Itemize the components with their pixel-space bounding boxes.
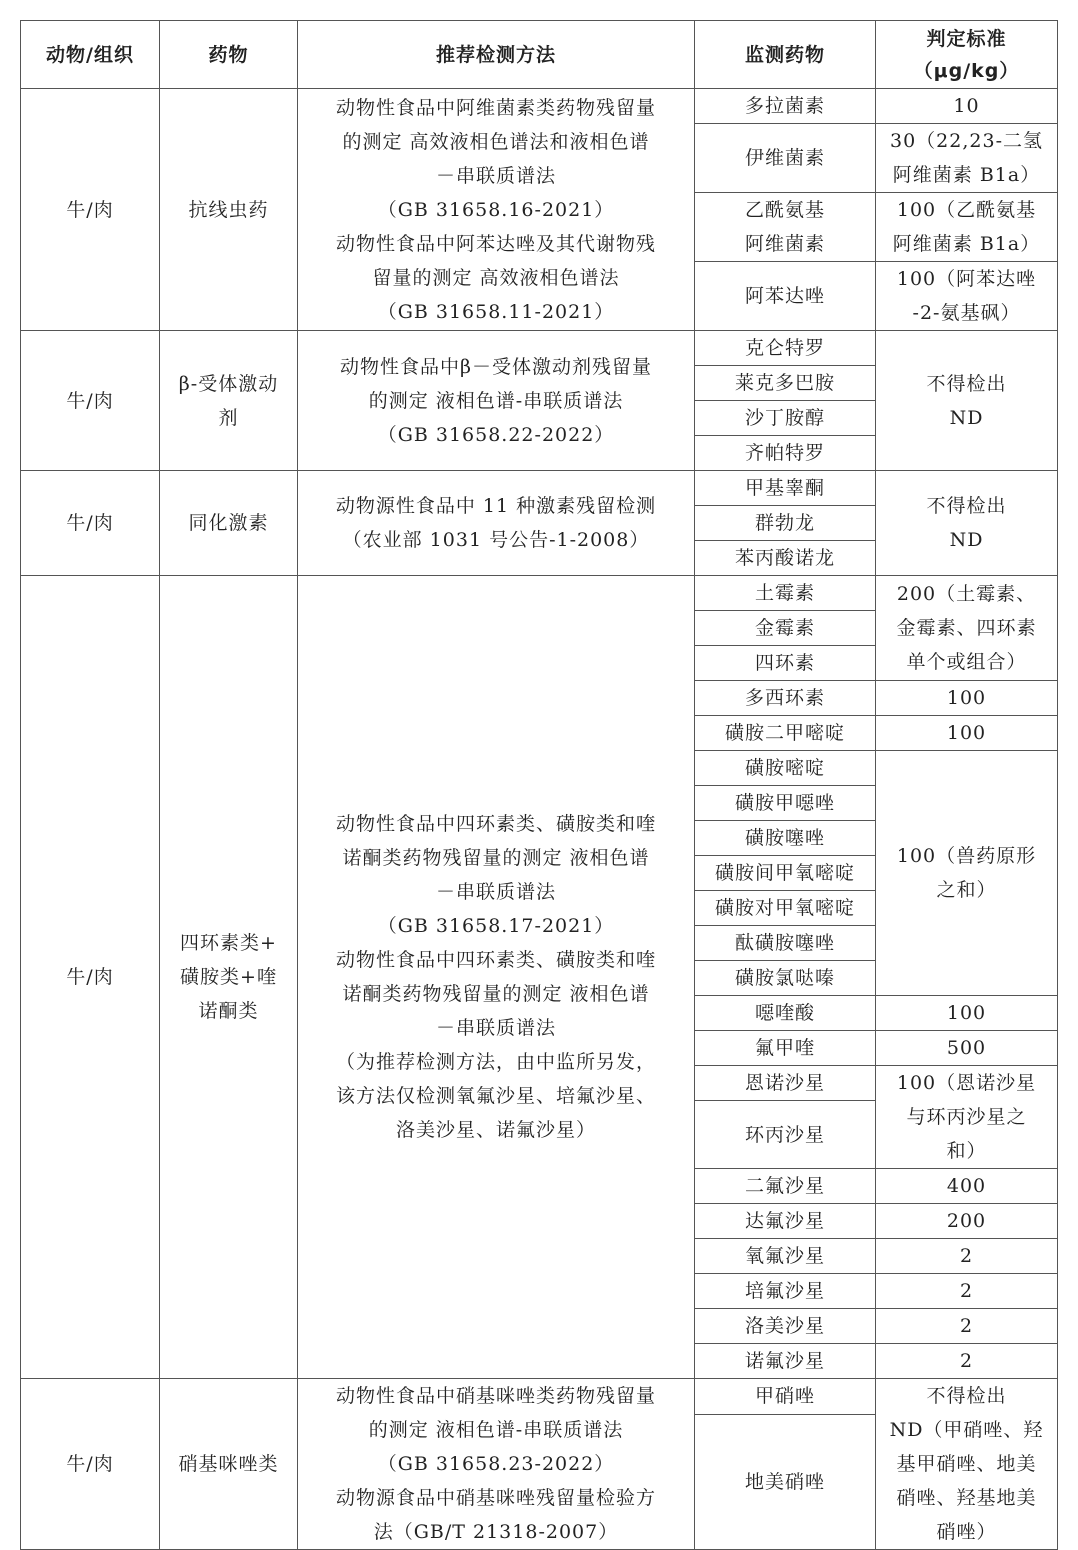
standard-cell: 400 xyxy=(876,1169,1058,1204)
monitored-drug-cell: 磺胺甲噁唑 xyxy=(695,786,876,821)
standard-cell: 10 xyxy=(876,89,1058,124)
header-monitored-drug: 监测药物 xyxy=(695,21,876,89)
animal-cell: 牛/肉 xyxy=(21,471,160,576)
monitored-drug-cell: 磺胺二甲嘧啶 xyxy=(695,716,876,751)
header-method: 推荐检测方法 xyxy=(298,21,695,89)
method-cell: 动物性食品中β－受体激动剂残留量 的测定 液相色谱-串联质谱法 （GB 31658.22-2022） xyxy=(298,331,695,471)
drug-cell: 四环素类+ 磺胺类+喹 诺酮类 xyxy=(160,576,298,1379)
drug-cell: 抗线虫药 xyxy=(160,89,298,331)
monitored-drug-cell: 二氟沙星 xyxy=(695,1169,876,1204)
table-row xyxy=(21,576,1058,611)
animal-cell: 牛/肉 xyxy=(21,89,160,331)
animal-cell: 牛/肉 xyxy=(21,576,160,1379)
standard-cell: 100（兽药原形 之和） xyxy=(876,751,1058,996)
drug-cell: β-受体激动 剂 xyxy=(160,331,298,471)
table-row xyxy=(21,331,1058,366)
monitored-drug-cell: 土霉素 xyxy=(695,576,876,611)
standard-cell: 500 xyxy=(876,1031,1058,1066)
standard-cell: 100 xyxy=(876,996,1058,1031)
header-drug: 药物 xyxy=(160,21,298,89)
standard-cell: 100 xyxy=(876,716,1058,751)
monitored-drug-cell: 磺胺对甲氧嘧啶 xyxy=(695,891,876,926)
monitored-drug-cell: 磺胺嘧啶 xyxy=(695,751,876,786)
monitored-drug-cell: 环丙沙星 xyxy=(695,1101,876,1169)
monitored-drug-cell: 噁喹酸 xyxy=(695,996,876,1031)
standard-cell: 100（阿苯达唑 -2-氨基砜） xyxy=(876,262,1058,331)
standard-cell: 200（土霉素、 金霉素、四环素 单个或组合） xyxy=(876,576,1058,681)
monitored-drug-cell: 氧氟沙星 xyxy=(695,1239,876,1274)
monitored-drug-cell: 克仑特罗 xyxy=(695,331,876,366)
monitored-drug-cell: 群勃龙 xyxy=(695,506,876,541)
monitored-drug-cell: 伊维菌素 xyxy=(695,124,876,193)
method-cell: 动物源性食品中 11 种激素残留检测 （农业部 1031 号公告-1-2008） xyxy=(298,471,695,576)
monitored-drug-cell: 达氟沙星 xyxy=(695,1204,876,1239)
standard-cell: 2 xyxy=(876,1239,1058,1274)
residue-standards-table xyxy=(20,20,1058,1550)
header-animal: 动物/组织 xyxy=(21,21,160,89)
method-cell: 动物性食品中四环素类、磺胺类和喹 诺酮类药物残留量的测定 液相色谱 －串联质谱法 （GB 31658.17-2021） 动物性食品中四环素类、磺胺类和喹 诺酮类药物残留量的测定 液相色谱 －串联质谱法 （为推荐检测方法，由中监所另发， 该方法仅检测氧氟沙星、培氟沙星、 洛美沙星、诺氟沙星） xyxy=(298,576,695,1379)
monitored-drug-cell: 沙丁胺醇 xyxy=(695,401,876,436)
standard-cell: 2 xyxy=(876,1309,1058,1344)
monitored-drug-cell: 磺胺间甲氧嘧啶 xyxy=(695,856,876,891)
monitored-drug-cell: 磺胺氯哒嗪 xyxy=(695,961,876,996)
drug-cell: 同化激素 xyxy=(160,471,298,576)
monitored-drug-cell: 酞磺胺噻唑 xyxy=(695,926,876,961)
monitored-drug-cell: 四环素 xyxy=(695,646,876,681)
standard-cell: 30（22,23-二氢 阿维菌素 B1a） xyxy=(876,124,1058,193)
table-row xyxy=(21,471,1058,506)
monitored-drug-cell: 甲硝唑 xyxy=(695,1379,876,1415)
standard-cell: 2 xyxy=(876,1344,1058,1379)
standard-cell: 2 xyxy=(876,1274,1058,1309)
header-row xyxy=(21,21,1058,89)
monitored-drug-cell: 乙酰氨基 阿维菌素 xyxy=(695,193,876,262)
drug-cell: 硝基咪唑类 xyxy=(160,1379,298,1550)
monitored-drug-cell: 多拉菌素 xyxy=(695,89,876,124)
monitored-drug-cell: 甲基睾酮 xyxy=(695,471,876,506)
monitored-drug-cell: 培氟沙星 xyxy=(695,1274,876,1309)
monitored-drug-cell: 多西环素 xyxy=(695,681,876,716)
standard-cell: 100 xyxy=(876,681,1058,716)
table-row xyxy=(21,89,1058,124)
table-row xyxy=(21,1379,1058,1415)
animal-cell: 牛/肉 xyxy=(21,331,160,471)
standard-cell: 200 xyxy=(876,1204,1058,1239)
monitored-drug-cell: 地美硝唑 xyxy=(695,1414,876,1549)
monitored-drug-cell: 齐帕特罗 xyxy=(695,436,876,471)
monitored-drug-cell: 金霉素 xyxy=(695,611,876,646)
monitored-drug-cell: 阿苯达唑 xyxy=(695,262,876,331)
method-cell: 动物性食品中硝基咪唑类药物残留量 的测定 液相色谱-串联质谱法 （GB 31658.23-2022） 动物源食品中硝基咪唑残留量检验方 法（GB/T 21318-2007） xyxy=(298,1379,695,1550)
monitored-drug-cell: 磺胺噻唑 xyxy=(695,821,876,856)
monitored-drug-cell: 诺氟沙星 xyxy=(695,1344,876,1379)
monitored-drug-cell: 洛美沙星 xyxy=(695,1309,876,1344)
animal-cell: 牛/肉 xyxy=(21,1379,160,1550)
method-cell: 动物性食品中阿维菌素类药物残留量 的测定 高效液相色谱法和液相色谱 －串联质谱法 （GB 31658.16-2021） 动物性食品中阿苯达唑及其代谢物残 留量的测定 高效液相色谱法 （GB 31658.11-2021） xyxy=(298,89,695,331)
standard-cell: 100（乙酰氨基 阿维菌素 B1a） xyxy=(876,193,1058,262)
monitored-drug-cell: 莱克多巴胺 xyxy=(695,366,876,401)
header-standard: 判定标准 （μg/kg） xyxy=(876,21,1058,89)
standard-cell: 100（恩诺沙星 与环丙沙星之 和） xyxy=(876,1066,1058,1169)
standard-cell: 不得检出 ND xyxy=(876,471,1058,576)
monitored-drug-cell: 苯丙酸诺龙 xyxy=(695,541,876,576)
standard-cell: 不得检出 ND xyxy=(876,331,1058,471)
monitored-drug-cell: 氟甲喹 xyxy=(695,1031,876,1066)
monitored-drug-cell: 恩诺沙星 xyxy=(695,1066,876,1101)
standard-cell: 不得检出 ND（甲硝唑、羟 基甲硝唑、地美 硝唑、羟基地美 硝唑） xyxy=(876,1379,1058,1550)
